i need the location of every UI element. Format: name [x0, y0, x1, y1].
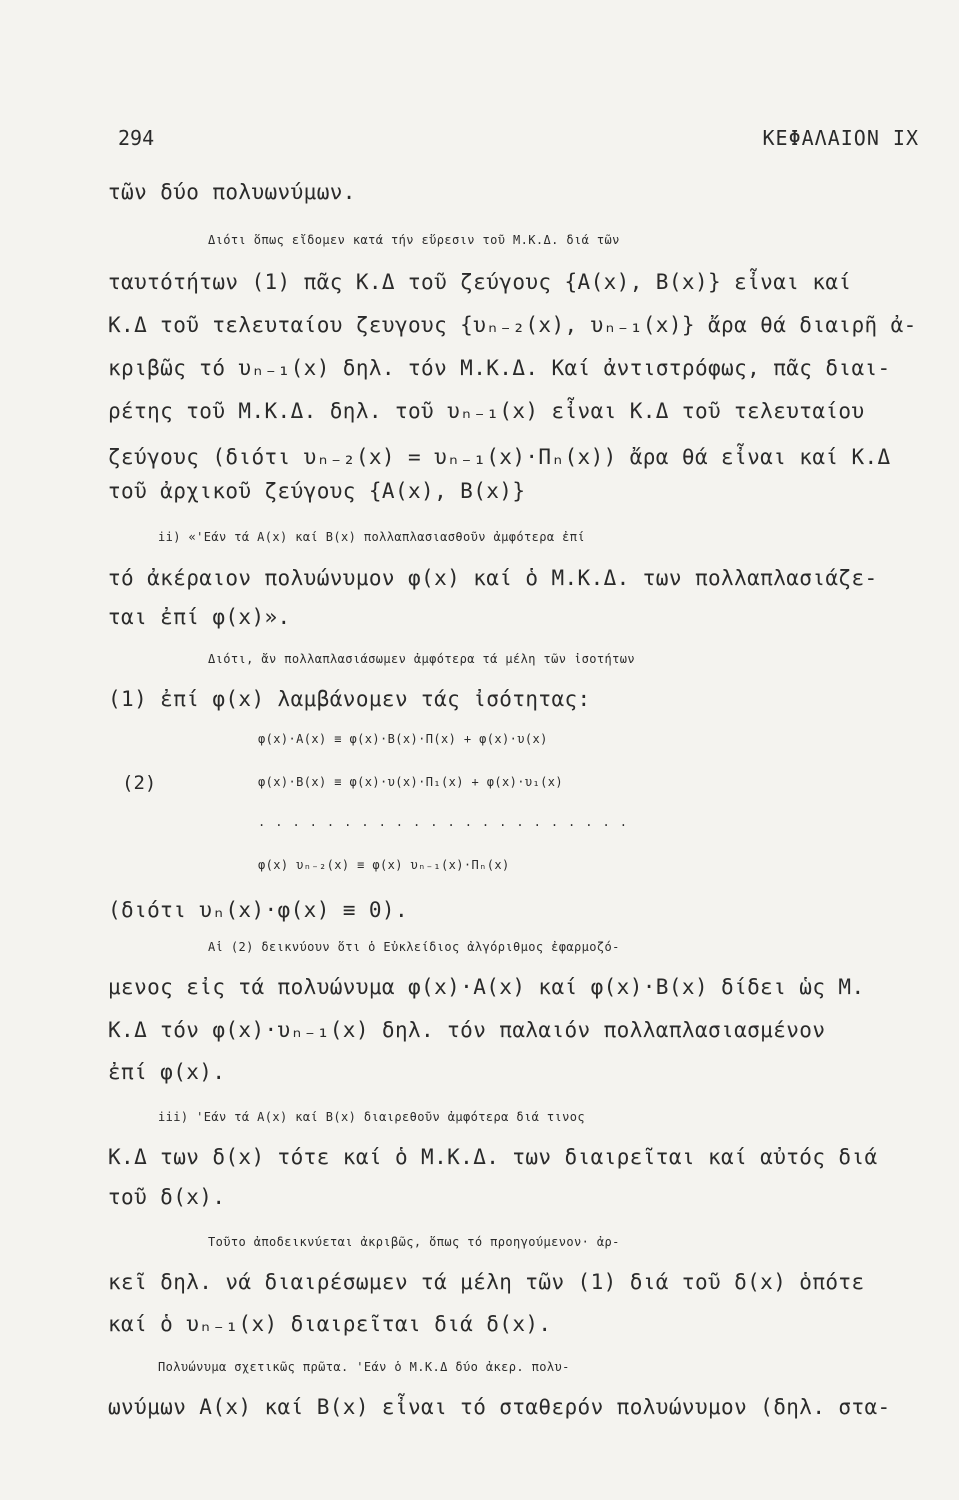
text-line: Πολυώνυμα σχετικῶς πρῶτα. 'Εάν ὁ Μ.Κ.Δ δύο ἀκερ. πολυ- — [158, 1360, 570, 1374]
text-line: (διότι υₙ(x)·φ(x) ≡ 0). — [108, 898, 408, 922]
text-line: Κ.Δ των δ(x) τότε καί ὁ Μ.Κ.Δ. των διαιρεῖται καί αὐτός διά — [108, 1145, 878, 1169]
equation-row: φ(x)·Α(x) ≡ φ(x)·Β(x)·Π(x) + φ(x)·υ(x) — [258, 732, 548, 746]
text-line: τό ἀκέραιον πολυώνυμον φ(x) καί ὁ Μ.Κ.Δ. των πολλαπλασιάζε- — [108, 566, 878, 590]
equation-row: φ(x)·Β(x) ≡ φ(x)·υ(x)·Π₁(x) + φ(x)·υ₁(x) — [258, 775, 563, 789]
page-header — [110, 126, 919, 158]
text-line: ἐπί φ(x). — [108, 1060, 226, 1084]
text-line: μενος εἰς τά πολυώνυμα φ(x)·Α(x) καί φ(x)·Β(x) δίδει ὡς Μ. — [108, 975, 865, 999]
text-line: καί ὁ υₙ₋₁(x) διαιρεῖται διά δ(x). — [108, 1312, 552, 1336]
ellipsis-row: ...................... — [258, 815, 637, 829]
chapter-title: ΚΕΦΑΛΑΙΟΝ IX — [762, 126, 919, 150]
text-line: κεῖ δηλ. νά διαιρέσωμεν τά μέλη τῶν (1) διά τοῦ δ(x) ὁπότε — [108, 1270, 865, 1294]
text-line: τῶν δύο πολυωνύμων. — [108, 180, 356, 204]
text-line: ii) «'Εάν τά Α(x) καί Β(x) πολλαπλασιασθοῦν ἀμφότερα ἐπί — [158, 530, 585, 544]
text-line: ρέτης τοῦ Μ.Κ.Δ. δηλ. τοῦ υₙ₋₁(x) εἶναι Κ.Δ τοῦ τελευταίου — [108, 399, 865, 423]
text-line: κριβῶς τό υₙ₋₁(x) δηλ. τόν Μ.Κ.Δ. Καί ἀντιστρόφως, πᾶς διαι- — [108, 356, 891, 380]
text-line: Τοῦτο ἀποδεικνύεται ἀκριβῶς, ὅπως τό προηγούμενον· ἀρ- — [208, 1235, 620, 1249]
text-line: iii) 'Εάν τά Α(x) καί Β(x) διαιρεθοῦν ἀμφότερα διά τινος — [158, 1110, 585, 1124]
text-line: τοῦ δ(x). — [108, 1185, 226, 1209]
text-line: Διότι, ἄν πολλαπλασιάσωμεν ἀμφότερα τά μέλη τῶν ἰσοτήτων — [208, 652, 635, 666]
text-line: Διότι ὅπως εἴδομεν κατά τήν εὕρεσιν τοῦ Μ.Κ.Δ. διά τῶν — [208, 233, 620, 247]
text-line: ται ἐπί φ(x)». — [108, 605, 291, 629]
text-line: Κ.Δ τόν φ(x)·υₙ₋₁(x) δηλ. τόν παλαιόν πολλαπλασιασμένον — [108, 1018, 826, 1042]
equation-label: (2) — [122, 772, 157, 794]
text-line: Αἱ (2) δεικνύουν ὅτι ὁ Εὐκλείδιος ἀλγόριθμος ἐφαρμοζό- — [208, 940, 620, 954]
text-line: ταυτότήτων (1) πᾶς Κ.Δ τοῦ ζεύγους {Α(x), Β(x)} εἶναι καί — [108, 270, 852, 294]
text-line: Κ.Δ τοῦ τελευταίου ζευγους {υₙ₋₂(x), υₙ₋₁(x)} ἄρα θά διαιρῆ ἀ- — [108, 313, 917, 337]
text-line: (1) ἐπί φ(x) λαμβάνομεν τάς ἰσότητας: — [108, 687, 591, 711]
text-line: ωνύμων Α(x) καί Β(x) εἶναι τό σταθερόν πολυώνυμον (δηλ. στα- — [108, 1395, 891, 1419]
text-line: ζεύγους (διότι υₙ₋₂(x) = υₙ₋₁(x)·Πₙ(x)) ἄρα θά εἶναι καί Κ.Δ — [108, 445, 891, 469]
text-line: τοῦ ἀρχικοῦ ζεύγους {Α(x), Β(x)} — [108, 479, 526, 503]
page-number: 294 — [118, 126, 155, 150]
equation-row: φ(x) υₙ₋₂(x) ≡ φ(x) υₙ₋₁(x)·Πₙ(x) — [258, 858, 510, 872]
